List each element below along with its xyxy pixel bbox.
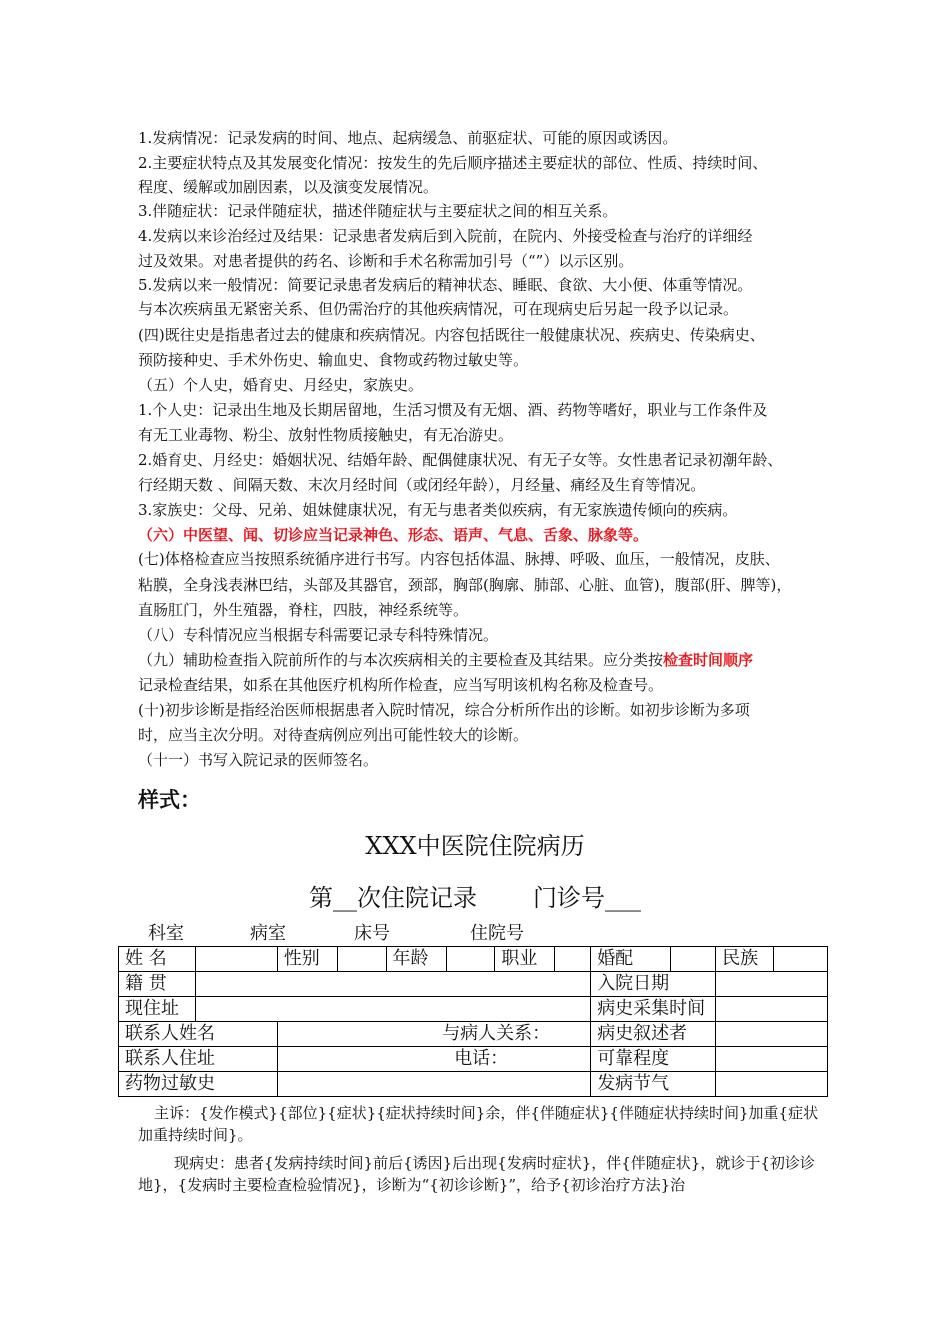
- text-line: 4.发病以来诊治经过及结果：记录患者发病后到入院前，在院内、外接受检查与治疗的详细经: [138, 227, 753, 245]
- admit-date-field[interactable]: [716, 972, 828, 997]
- address-label: 现住址: [119, 997, 196, 1022]
- text-line: 时，应当主次分明。对待查病例应列出可能性较大的诊断。: [138, 726, 529, 744]
- text-line: (七)体格检查应当按照系统循序进行书写。内容包括体温、脉搏、呼吸、血压，一般情况，皮肤、: [138, 550, 780, 568]
- text-line: 2.主要症状特点及其发展变化情况：按发生的先后顺序描述主要症状的部位、性质、持续时间、: [138, 154, 768, 172]
- text-line: 行经期天数 、间隔天数、末次月经时间（或闭经年龄），月经量、痛经及生育等情况。: [138, 476, 706, 494]
- table-row: [119, 1072, 828, 1097]
- sex-label: 性别: [277, 947, 337, 972]
- red-highlight-line: （六）中医望、闻、切诊应当记录神色、形态、语声、气息、舌象、脉象等。: [138, 526, 649, 544]
- chief-complaint: 主诉：{发作模式}{部位}{症状}{症状持续时间}余，伴{伴随症状}{伴随症状持续时间}加重{症状加重持续时间}。: [138, 1104, 819, 1144]
- contact-name-label: 联系人姓名: [119, 1022, 278, 1047]
- outpatient-no-label: 门诊号___: [533, 884, 641, 912]
- table-row: [119, 1022, 828, 1047]
- text-line: （五）个人史，婚育史、月经史，家族史。: [138, 376, 424, 394]
- marriage-label: 婚配: [591, 947, 671, 972]
- text-line: 5.发病以来一般情况：简要记录患者发病后的精神状态、睡眠、食欲、大小便、体重等情况。: [138, 276, 753, 294]
- job-label: 职业: [495, 947, 555, 972]
- reliability-field[interactable]: [716, 1047, 828, 1072]
- allergy-field[interactable]: [277, 1072, 590, 1097]
- ethnic-label: 民族: [716, 947, 774, 972]
- text-line: (四)既往史是指患者过去的健康和疾病情况。内容包括既往一般健康状况、疾病史、传染病史、: [138, 326, 765, 344]
- ethnic-field[interactable]: [774, 947, 828, 972]
- text-line: 有无工业毒物、粉尘、放射性物质接触史，有无冶游史。: [138, 426, 514, 444]
- phone-label: 电话：: [277, 1047, 590, 1072]
- allergy-label: 药物过敏史: [119, 1072, 278, 1097]
- age-field[interactable]: [446, 947, 495, 972]
- dept-label: 科室: [148, 923, 184, 944]
- text-line: 2.婚育史、月经史：婚姻状况、结婚年龄、配偶健康状况、有无子女等。女性患者记录初潮年龄、: [138, 451, 783, 469]
- text-line: (十)初步诊断是指经治医师根据患者入院时情况，综合分析所作出的诊断。如初步诊断为多项: [138, 701, 750, 719]
- red-highlight-segment: 检查时间顺序: [663, 651, 754, 669]
- text-line: 3.家族史：父母、兄弟、姐妹健康状况，有无与患者类似疾病，有无家族遗传倾向的疾病。: [138, 501, 738, 519]
- narrator-label: 病史叙述者: [591, 1022, 716, 1047]
- text-line: 1.发病情况：记录发病的时间、地点、起病缓急、前驱症状、可能的原因或诱因。: [138, 129, 678, 147]
- table-row: [119, 947, 828, 972]
- admission-no-label: 住院号: [470, 923, 524, 944]
- history-time-label: 病史采集时间: [591, 997, 716, 1022]
- address-field[interactable]: [195, 997, 590, 1022]
- text-line: 粘膜，全身浅表淋巴结，头部及其器官，颈部，胸部(胸廓、肺部、心脏、血管)，腹部(肝、脾等)，: [138, 576, 792, 594]
- reliability-label: 可靠程度: [591, 1047, 716, 1072]
- onset-season-field[interactable]: [716, 1072, 828, 1097]
- text-line: 1.个人史：记录出生地及长期居留地，生活习惯及有无烟、酒、药物等嗜好，职业与工作条件及: [138, 401, 768, 419]
- name-label: 姓 名: [119, 947, 196, 972]
- sex-field[interactable]: [337, 947, 386, 972]
- form-subtitle: [0, 882, 950, 914]
- history-time-field[interactable]: [716, 997, 828, 1022]
- text-line: 与本次疾病虽无紧密关系、但仍需治疗的其他疾病情况，可在现病史后另起一段予以记录。: [138, 300, 739, 318]
- name-field[interactable]: [195, 947, 277, 972]
- table-row: [119, 997, 828, 1022]
- text-line: 3.伴随症状：记录伴随症状，描述伴随症状与主要症状之间的相互关系。: [138, 202, 618, 220]
- admission-form-table: [118, 946, 828, 1097]
- text-line: 记录检查结果，如系在其他医疗机构所作检查，应当写明该机构名称及检查号。: [138, 676, 664, 694]
- text-line: 程度、缓解或加剧因素，以及演变发展情况。: [138, 178, 439, 196]
- text-line: 预防接种史、手术外伤史、输血史、食物或药物过敏史等。: [138, 351, 529, 369]
- native-label: 籍 贯: [119, 972, 196, 997]
- admission-count-label: 第__次住院记录: [309, 884, 477, 912]
- admit-date-label: 入院日期: [591, 972, 716, 997]
- table-row: [119, 1047, 828, 1072]
- department-row: [148, 922, 524, 946]
- bed-label: 床号: [354, 923, 390, 944]
- text-segment: （九）辅助检查指入院前所作的与本次疾病相关的主要检查及其结果。应分类按: [138, 651, 664, 669]
- text-line-nine: [138, 650, 828, 670]
- form-title: XXX中医院住院病历: [365, 832, 585, 860]
- relation-label: 与病人关系：: [277, 1022, 590, 1047]
- section-heading: 样式：: [138, 788, 201, 812]
- age-label: 年龄: [386, 947, 446, 972]
- narrator-field[interactable]: [716, 1022, 828, 1047]
- text-line: 过及效果。对患者提供的药名、诊断和手术名称需加引号（“”）以示区别。: [138, 252, 634, 270]
- present-illness: 现病史：患者{发病持续时间}前后{诱因}后出现{发病时症状}，伴{伴随症状}，就诊于{初诊诊地}，{发病时主要检查检验情况}，诊断为“{初诊诊断}”，给予{初诊治疗方法}治: [138, 1154, 815, 1194]
- table-row: [119, 972, 828, 997]
- onset-season-label: 发病节气: [591, 1072, 716, 1097]
- native-field[interactable]: [195, 972, 590, 997]
- text-line: 直肠肛门，外生殖器，脊柱，四肢，神经系统等。: [138, 601, 469, 619]
- ward-label: 病室: [250, 923, 286, 944]
- marriage-field[interactable]: [671, 947, 716, 972]
- contact-addr-label: 联系人住址: [119, 1047, 278, 1072]
- job-field[interactable]: [555, 947, 591, 972]
- text-line: （十一）书写入院记录的医师签名。: [138, 751, 379, 769]
- text-line: （八）专科情况应当根据专科需要记录专科特殊情况。: [138, 626, 499, 644]
